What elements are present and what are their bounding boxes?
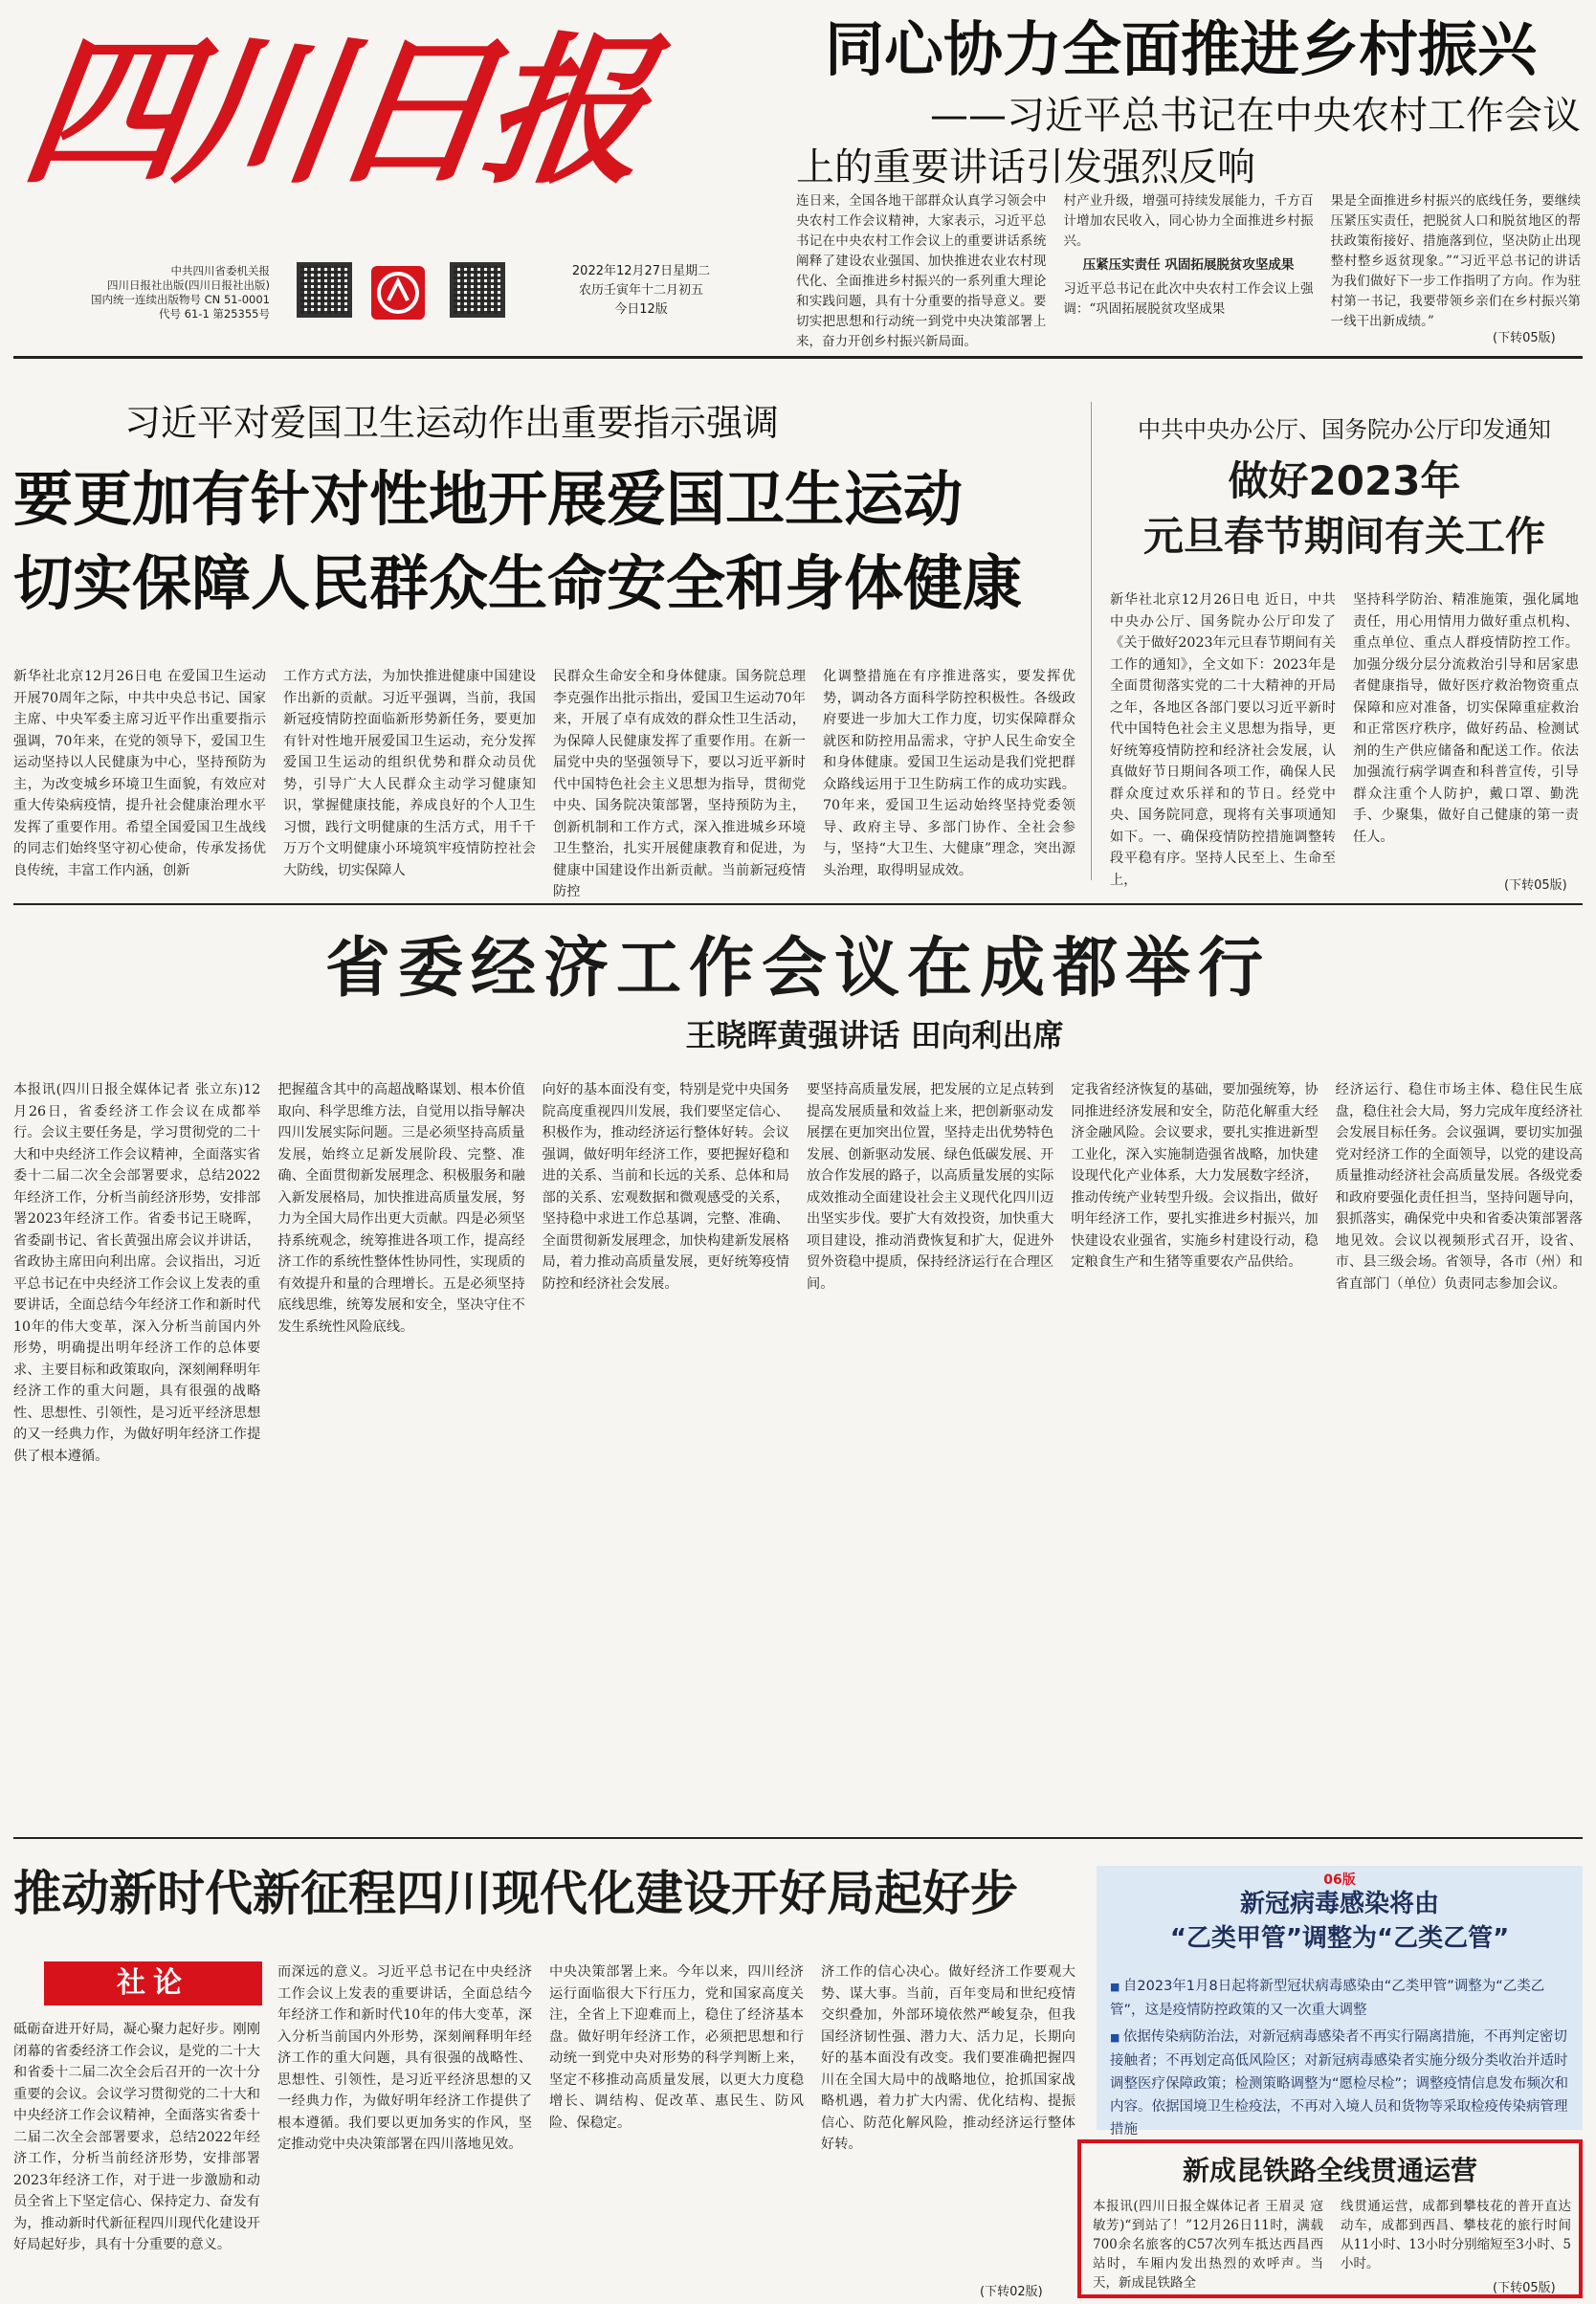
newspaper-logo-icon <box>371 266 425 320</box>
economy-col: 向好的基本面没有变，特别是党中央国务院高度重视四川发展，我们要坚定信心、积极作为，推动经济运行整体好转。会议强调，做好明年经济工作，要把握好稳和进的关系、当前和长远的关系、总体和局部的关系、宏观数据和微观感受的关系，坚持稳中求进工作总基调，完整、准确、全面贯彻新发展理念，加快构建新发展格局，着力推动高质量发展，更好统筹疫情防控和经济社会发展。 <box>542 1082 789 1292</box>
continued-marker[interactable]: (下转05版) <box>1493 331 1556 345</box>
economy-body <box>13 1079 1583 1828</box>
railway-col: 线贯通运营，成都到攀枝花的普开直达动车，成都到西昌、攀枝花的旅行时间从11小时、13小时分别缩短至3小时、5小时。 <box>1341 2199 1571 2271</box>
publisher-line: 四川日报社出版(四川日报社出版) <box>107 278 270 292</box>
lead-subhead: 压紧压实责任 巩固拓展脱贫攻坚成果 <box>1082 257 1295 273</box>
health-title-line: 要更加有针对性地开展爱国卫生运动 <box>13 464 964 534</box>
lead-col: 果是全面推进乡村振兴的底线任务，要继续压紧压实责任，把脱贫人口和脱贫地区的帮扶政策衔接好、措施落到位，坚决防止出现整村整乡返贫现象。”“习近平总书记的讲话为我们做好下一步工作指明了方向。作为驻村第一书记，我要带领乡亲们在乡村振兴第一线干出新成绩。” <box>1330 193 1581 329</box>
lead-body <box>796 191 1581 349</box>
policy-bullets <box>1110 1975 1569 2138</box>
notice-title-line: 做好2023年 <box>1228 457 1461 504</box>
continued-marker[interactable]: (下转05版) <box>1504 878 1567 893</box>
editorial-first-col <box>13 2019 260 2294</box>
qr-code[interactable] <box>297 262 352 318</box>
notice-col: 坚持科学防治、精准施策，强化属地责任，用心用情用力做好重点机构、重点单位、重点人群疫情防控工作。加强分级分层分流救治引导和居家患者健康指导，做好医疗救治物资重点保障和应对准备，切实保障重症救治和正常医疗秩序，做好药品、检测试剂的生产供应储备和配送工作。依法加强流行病学调查和科普宣传，引导群众注重个人防护，戴口罩、勤洗手、少聚集，做好自己健康的第一责任人。 <box>1353 592 1579 845</box>
continued-marker[interactable]: (下转02版) <box>980 2285 1043 2299</box>
health-body <box>13 666 1075 899</box>
health-kicker: 习近平对爱国卫生运动作出重要指示强调 <box>124 402 780 444</box>
policy-box <box>1097 1866 1583 2138</box>
policy-title-line: 新冠病毒感染将由 <box>1239 1890 1439 1918</box>
lead-title[interactable]: 同心协力全面推进乡村振兴 <box>825 14 1538 84</box>
editorial-col: 济工作的信心决心。做好经济工作要观大势、谋大事。当前，百年变局和世纪疫情交织叠加，外部环境依然严峻复杂，但我国经济韧性强、潜力大、活力足，长期向好的基本面没有改变。我们要准确把握四川在全国大局中的战略地位，抢抓国家战略机遇，着力扩大内需、优化结构、提振信心、防范化解风险，推动经济运行整体好转。 <box>821 1964 1075 2152</box>
health-col: 化调整措施在有序推进落实，要发挥优势，调动各方面科学防控积极性。各级政府要进一步加大工作力度，切实保障群众就医和防控用品需求，守护人民生命安全和身体健康。爱国卫生运动是我们党把群众路线运用于卫生防病工作的成功实践。70年来，爱国卫生运动始终坚持党委领导、政府主导、多部门协作、全社会参与，坚持“大卫生、大健康”理念，突出源头治理，取得明显成效。 <box>823 669 1075 878</box>
divider <box>13 1837 1583 1839</box>
lead-subtitle: ——习近平总书记在中央农村工作会议上的重要讲话引发强烈反响 <box>796 94 1581 189</box>
health-col: 民群众生命安全和身体健康。国务院总理李克强作出批示指出，爱国卫生运动70年来，开展了卓有成效的群众性卫生活动，为保障人民健康发挥了重要作用。在新一届党中央的坚强领导下，要以习近平新时代中国特色社会主义思想为指导，贯彻党中央、国务院决策部署，坚持预防为主，创新机制和工作方式，深入推进城乡环境卫生整治，扎实开展健康教育和促进，为健康中国建设作出新贡献。当前新冠疫情防控 <box>553 669 806 899</box>
divider <box>1091 402 1092 880</box>
economy-col: 要坚持高质量发展，把发展的立足点转到提高发展质量和效益上来，把创新驱动发展摆在更加突出位置，坚持走出优势特色发展、创新驱动发展、绿色低碳发展、开放合作发展的路子，以高质量发展的实际成效推动全面建设社会主义现代化四川迈出坚实步伐。要扩大有效投资，加快重大项目建设，推动消费恢复和扩大，促进外贸外资稳中提质，保持经济运行在合理区间。 <box>807 1082 1054 1292</box>
continued-marker[interactable]: (下转05版) <box>1493 2281 1556 2295</box>
lead-col <box>1063 191 1313 352</box>
lead-col: 连日来，全国各地干部群众认真学习领会中央农村工作会议精神，大家表示，习近平总书记在中央农村工作会议上的重要讲话系统阐释了建设农业强国、加快推进农业农村现代化、全面推进乡村振兴的一系列重大理论和实践问题，具有十分重要的指导意义。要切实把思想和行动统一到党中央决策部署上来，奋力开创乡村振兴新局面。 <box>796 193 1047 349</box>
economy-col: 定我省经济恢复的基础，要加强统筹，协同推进经济发展和安全，防范化解重大经济金融风险。会议要求，要扎实推进新型工业化，深入实施制造强省战略，加快建设现代化产业体系，大力发展数字经济，推动传统产业转型升级。会议指出，做好明年经济工作，要扎实推进乡村振兴，加快建设农业强省，实施乡村建设行动，稳定粮食生产和生猪等重要农产品供给。 <box>1071 1082 1319 1270</box>
policy-bullet: ■ 自2023年1月8日起将新型冠状病毒感染由“乙类甲管”调整为“乙类乙管”，这是疫情防控政策的又一次重大调整 <box>1110 1975 1569 2022</box>
notice-kicker: 中共中央办公厅、国务院办公厅印发通知 <box>1138 416 1551 443</box>
lead-col-text: 村产业升级，增强可持续发展能力，千方百计增加农民收入，同心协力全面推进乡村振兴。 <box>1063 193 1314 249</box>
health-col: 工作方式方法，为加快推进健康中国建设作出新的贡献。习近平强调，当前，我国新冠疫情防控面临新形势新任务，要更加有针对性地开展爱国卫生运动，充分发挥爱国卫生运动的组织优势和群众动员优势，引导广大人民群众主动学习健康知识，掌握健康技能，养成良好的个人卫生习惯，践行文明健康的生活方式，用千千万万个文明健康小环境筑牢疫情防控社会大防线，切实保障人 <box>283 669 536 878</box>
policy-bullet: ■ 依据传染病防治法，对新冠病毒感染者不再实行隔离措施，不再判定密切接触者；不再划定高低风险区；对新冠病毒感染者实施分级分类收治并适时调整医疗保障政策；检测策略调整为“愿检尽检”；调整疫情信息发布频次和内容。依据国境卫生检疫法，不再对入境人员和货物等采取检疫传染病管理措施 <box>1110 2026 1569 2141</box>
economy-col: 经济运行、稳住市场主体、稳住民生底盘，稳住社会大局，努力完成年度经济社会发展目标任务。会议强调，要切实加强党对经济工作的全面领导，以党的建设高质量推动经济社会高质量发展。各级党委和政府要强化责任担当，坚持问题导向，狠抓落实，确保党中央和省委决策部署落地见效。会议以视频形式召开，设省、市、县三级会场。省领导，各市（州）和省直部门（单位）负责同志参加会议。 <box>1335 1082 1583 1292</box>
editorial-badge <box>44 1961 262 2005</box>
publisher-line: 代号 61-1 第25355号 <box>159 307 270 321</box>
economy-subtitle: 王晓晖黄强讲话 田向利出席 <box>685 1017 1064 1053</box>
economy-col: 把握蕴含其中的高超战略谋划、根本价值取向、科学思维方法，自觉用以指导解决四川发展实际问题。三是必须坚持高质量发展，始终立足新发展阶段、完整、准确、全面贯彻新发展理念、积极服务和融入新发展格局，加快推进高质量发展，努力为全国大局作出更大贡献。四是必须坚持系统观念，统筹推进各项工作，提高经济工作的系统性整体性协同性，实现质的有效提升和量的合理增长。五是必须坚持底线思维，统筹发展和安全，坚决守住不发生系统性风险底线。 <box>277 1082 525 1335</box>
editorial-col: 中央决策部署上来。今年以来，四川经济运行面临很大下行压力，党和国家高度关注，全省上下迎难而上，稳住了经济基本盘。做好明年经济工作，必须把思想和行动统一到党中央对形势的科学判断上来，坚定不移推动高质量发展，以更大力度稳增长、调结构、促改革、惠民生、防风险、保稳定。 <box>549 1964 804 2131</box>
policy-page[interactable]: 06版 <box>1323 1872 1356 1888</box>
health-title-line: 切实保障人民群众生命安全和身体健康 <box>13 548 1023 618</box>
masthead-title: 四川日报 <box>13 16 653 206</box>
editorial-col: 而深远的意义。习近平总书记在中央经济工作会议上发表的重要讲话，全面总结今年经济工作和新时代10年的伟大变革，深入分析当前国内外形势，深刻阐释明年经济工作的重大问题，具有很强的战略性、思想性、引领性，是习近平经济思想的又一经典力作，为做好明年经济工作提供了根本遵循。我们要以更加务实的作风，坚定推动党中央决策部署在四川落地见效。 <box>277 1964 532 2152</box>
lunar-date: 农历壬寅年十二月初五 <box>578 283 703 298</box>
railway-col: 本报讯(四川日报全媒体记者 王眉灵 寇敏芳)“到站了！”12月26日11时，满载700余名旅客的C57次列车抵达西昌西站时，车厢内发出热烈的欢呼声。当天，新成昆铁路全 <box>1093 2199 1323 2291</box>
railway-title[interactable]: 新成昆铁路全线贯通运营 <box>1182 2155 1477 2186</box>
policy-title-line: “乙类甲管”调整为“乙类乙管” <box>1169 1924 1510 1953</box>
health-col: 新华社北京12月26日电 在爱国卫生运动开展70周年之际，中共中央总书记、国家主席、中央军委主席习近平作出重要指示强调，70年来，在党的领导下，爱国卫生运动坚持以人民健康为中心，坚持预防为主，为改变城乡环境卫生面貌，有效应对重大传染病疫情，提升社会健康治理水平发挥了重要作用。希望全国爱国卫生战线的同志们始终坚守初心使命，传承发扬优良传统，丰富工作内涵，创新 <box>13 669 266 878</box>
logo-emblem <box>371 266 425 320</box>
editorial-col: 砥砺奋进开好局，凝心聚力起好步。刚刚闭幕的省委经济工作会议，是党的二十大和省委十二届二次全会后召开的一次十分重要的会议。会议学习贯彻党的二十大和中央经济工作会议精神，全面落实省委十二届二次全会部署要求，总结2022年经济工作，分析当前经济形势，安排部署2023年经济工作，对于进一步激励和动员全省上下坚定信心、保持定力、奋发有为，推动新时代新征程四川现代化建设开好局起好步，具有十分重要的意义。 <box>13 2022 260 2252</box>
health-title[interactable] <box>13 457 1075 626</box>
divider <box>13 903 1583 905</box>
issue-info <box>545 262 737 320</box>
notice-col: 新华社北京12月26日电 近日，中共中央办公厅、国务院办公厅印发了《关于做好2023年元旦春节期间有关工作的通知》，全文如下：2023年是全面贯彻落实党的二十大精神的开局之年，各地区各部门要以习近平新时代中国特色社会主义思想为指导，更好统筹疫情防控和经济社会发展，认真做好节日期间各项工作，确保人民群众度过欢乐祥和的节日。经党中央、国务院同意，现将有关事项通知如下。一、确保疫情防控措施调整转段平稳有序。坚持人民至上、生命至上， <box>1110 592 1336 888</box>
publisher-line: 国内统一连续出版物号 CN 51-0001 <box>91 293 270 306</box>
publisher-info <box>31 264 270 321</box>
economy-col: 本报讯(四川日报全媒体记者 张立东)12月26日，省委经济工作会议在成都举行。会议主要任务是，学习贯彻党的二十大和中央经济工作会议精神，全面落实省委十二届二次全会部署要求，总结2022年经济工作，分析当前经济形势，安排部署2023年经济工作。省委书记王晓晖，省委副书记、省长黄强出席会议并讲话，省政协主席田向利出席。会议指出，习近平总书记在中央经济工作会议上发表的重要讲话，全面总结今年经济工作和新时代10年的伟大变革，深入分析当前国内外形势，明确提出明年经济工作的总体要求、主要目标和政策取向，深刻阐释明年经济工作的重大问题，具有很强的战略性、思想性、引领性，是习近平经济思想的又一经典力作，为做好明年经济工作提供了根本遵循。 <box>13 1082 261 1464</box>
editorial-body <box>277 1961 1075 2294</box>
notice-title[interactable] <box>1110 454 1579 565</box>
economy-title[interactable]: 省委经济工作会议在成都举行 <box>324 931 1271 1007</box>
policy-title[interactable] <box>1097 1887 1583 1956</box>
issue-date: 2022年12月27日星期二 <box>571 264 711 278</box>
railway-box <box>1077 2139 1583 2298</box>
qr-code[interactable] <box>450 262 505 318</box>
publisher-line: 中共四川省委机关报 <box>170 264 270 277</box>
editorial-badge-label: 社论 <box>117 1966 189 2000</box>
notice-title-line: 元旦春节期间有关工作 <box>1142 513 1545 560</box>
editorial-title[interactable]: 推动新时代新征程四川现代化建设开好局起好步 <box>13 1866 1018 1921</box>
page-count: 今日12版 <box>614 302 668 317</box>
divider <box>13 356 1583 359</box>
lead-col-text: 习近平总书记在此次中央农村工作会议上强调：“巩固拓展脱贫攻坚成果 <box>1063 281 1314 317</box>
